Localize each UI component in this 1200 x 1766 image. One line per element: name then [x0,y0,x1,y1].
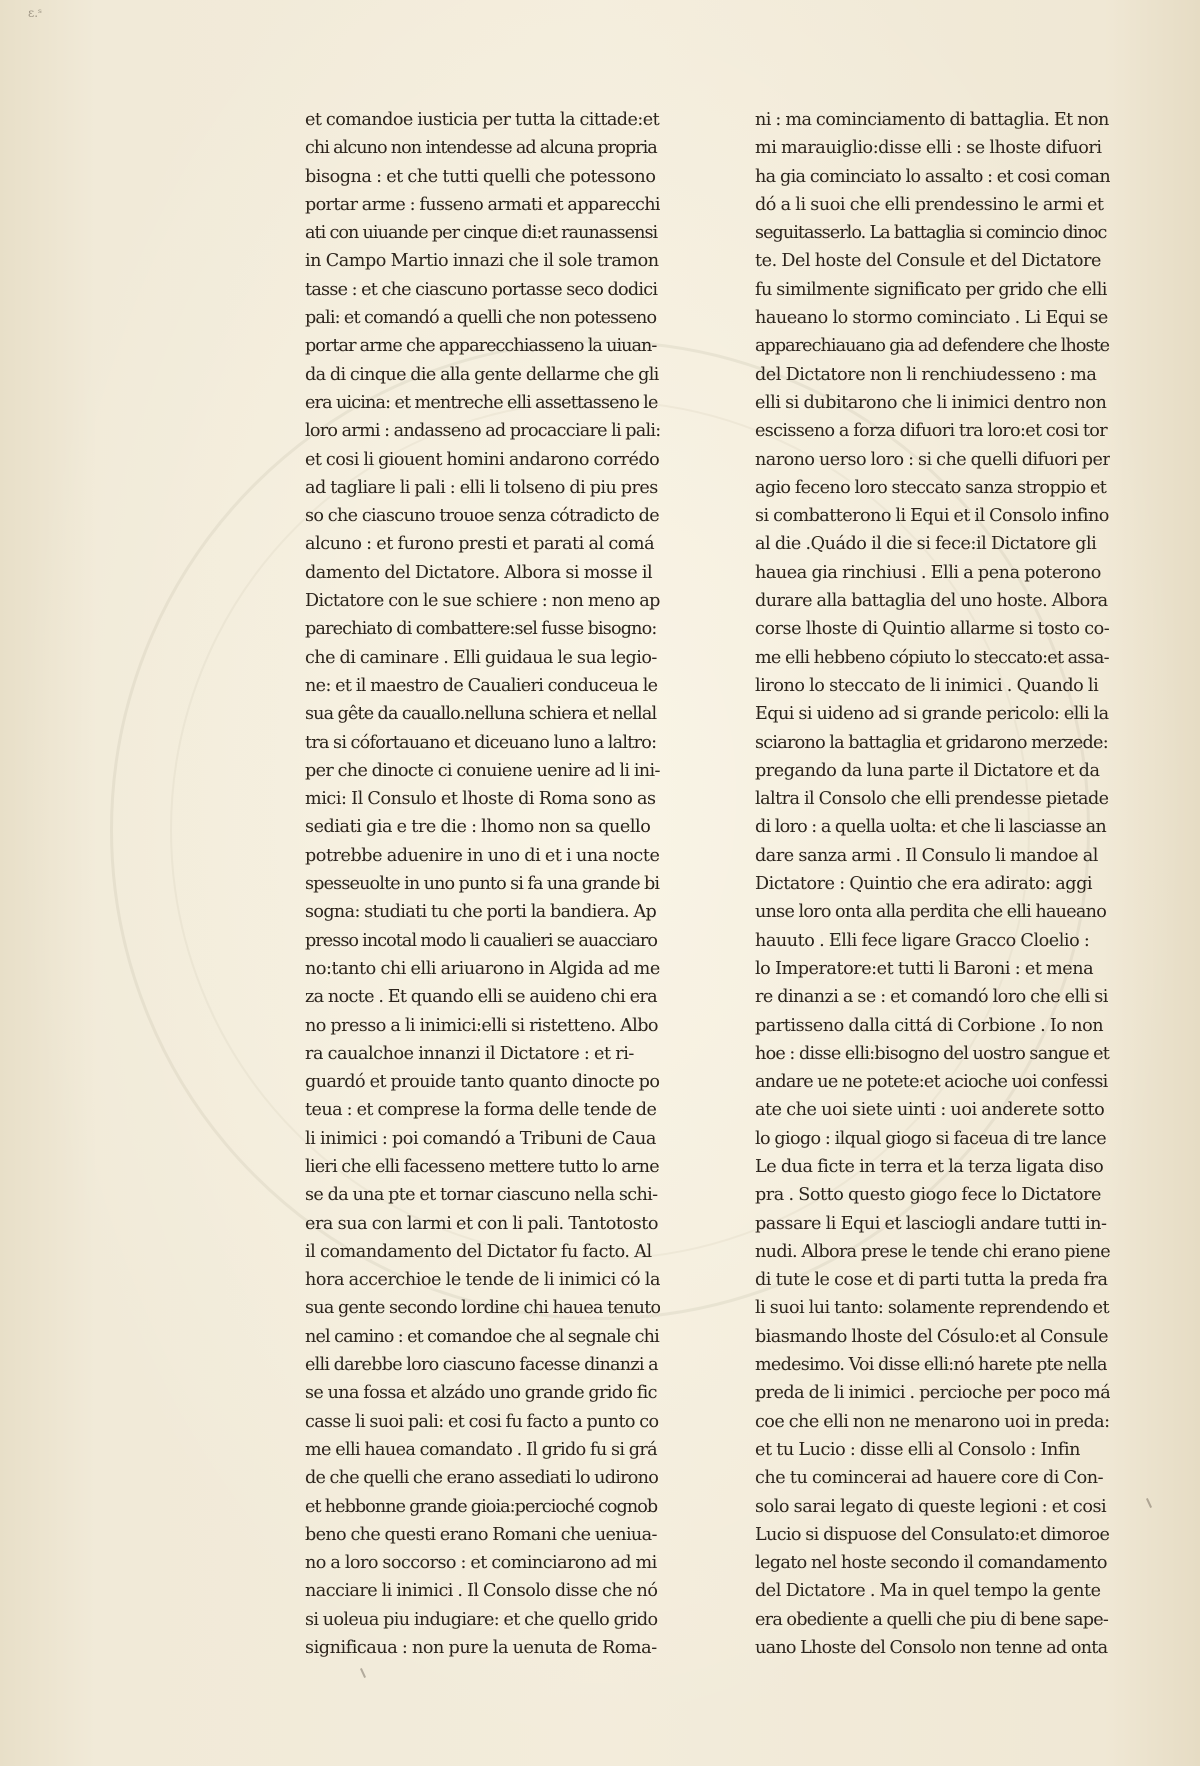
text-line: passare li Equi et lasciogli andare tutti in- [755,1213,1107,1234]
text-line: era sua con larmi et con li pali. Tantotosto [305,1213,659,1234]
text-line: Lucio si dispuose del Consulato:et dimoroe [755,1524,1110,1545]
text-line: uano Lhoste del Consolo non tenne ad onta [755,1638,1108,1659]
text-line: ha gia cominciato lo assalto : et cosi coman [755,166,1110,187]
left-text-column [305,106,660,1662]
text-line: portar arme : fusseno armati et apparecchi [305,194,660,215]
text-line: te. Del hoste del Consule et del Dictatore [755,251,1101,272]
text-line: Equi si uideno ad si grande pericolo: elli la [755,704,1109,725]
text-line: lirono lo steccato de li inimici . Quando li [755,675,1099,696]
text-line: narono uerso loro : si che quelli difuori per [755,449,1110,470]
text-line: da di cinque die alla gente dellarme che gli [305,364,659,385]
text-line: re dinanzi a se : et comandó loro che elli si [755,987,1108,1008]
text-line: za nocte . Et quando elli se auideno chi era [305,987,657,1008]
text-line: medesimo. Voi disse elli:nó harete pte nella [755,1355,1107,1376]
text-line: no presso a li inimici:elli si ristetteno. Albo [305,1015,658,1036]
text-line: guardó et prouide tanto quanto dinocte po [305,1072,660,1093]
text-line: Dictatore : Quintio che era adirato: aggi [755,874,1093,895]
text-line: li suoi lui tanto: solamente reprendendo et [755,1298,1110,1319]
right-text-column [755,106,1110,1662]
text-line: laltra il Consolo che elli prendesse pietade [755,789,1109,810]
text-line: sua gente secondo lordine chi hauea tenuto [305,1298,660,1319]
text-line: et tu Lucio : disse elli al Consolo : Infin [755,1439,1081,1460]
text-line: significaua : non pure la uenuta de Roma- [305,1638,657,1659]
text-line: che di caminare . Elli guidaua le sua legio- [305,647,657,668]
text-line: sciarono la battaglia et gridarono merzede: [755,732,1108,753]
text-line: era obediente a quelli che piu di bene sape- [755,1609,1109,1630]
text-line: ne: et il maestro de Caualieri conduceua le [305,675,658,696]
text-line: escisseno a forza difuori tra loro:et cosi tor [755,421,1107,442]
text-line: et cosi li giouent homini andarono corrédo [305,449,660,470]
text-line: fu similmente significato per grido che elli [755,279,1107,300]
text-line: elli darebbe loro ciascuno facesse dinanzi a [305,1355,658,1376]
text-line: che tu comincerai ad hauere core di Con- [755,1468,1104,1489]
text-line: chi alcuno non intendesse ad alcuna propria [305,138,657,159]
text-line: lo giogo : ilqual giogo si faceua di tre lance [755,1128,1106,1149]
text-line: hoe : disse elli:bisogno del uostro sangue et [755,1043,1110,1064]
text-line: tra si cófortauano et diceuano luno a laltro: [305,732,657,753]
text-line: et hebbonne grande gioia:percioché cognob [305,1496,658,1517]
text-line: legato nel hoste secondo il comandamento [755,1553,1107,1574]
text-line: sogna: studiati tu che porti la bandiera. Ap [305,902,657,923]
paper-speck [360,1668,366,1678]
text-line: durare alla battaglia del uno hoste. Albora [755,591,1108,612]
text-line: spesseuolte in uno punto si fa una grande bi [305,874,660,895]
text-line: so che ciascuno trouoe senza cótradicto de [305,506,660,527]
text-line: casse li suoi pali: et cosi fu facto a punto co [305,1411,659,1432]
text-line: hauuto . Elli fece ligare Gracco Cloelio : [755,930,1090,951]
paper-speck [1146,1498,1152,1508]
text-line: se da una pte et tornar ciascuno nella schi- [305,1185,658,1206]
text-line: pali: et comandó a quelli che non potesseno [305,308,657,329]
text-line: apparechiauano gia ad defendere che lhoste [755,336,1110,357]
text-line: se una fossa et alzádo uno grande grido fic [305,1383,657,1404]
text-line: teua : et comprese la forma delle tende de [305,1100,657,1121]
text-line: bisogna : et che tutti quelli che potessono [305,166,656,187]
text-line: no:tanto chi elli ariuarono in Algida ad me [305,958,660,979]
text-line: damento del Dictatore. Albora si mosse il [305,562,653,583]
text-line: si uoleua piu indugiare: et che quello grido [305,1609,658,1630]
text-line: de che quelli che erano assediati lo udirono [305,1468,659,1489]
text-line: haueano lo stormo cominciato . Li Equi se [755,308,1108,329]
text-line: seguitasserlo. La battaglia si comincio dinoc [755,223,1107,244]
text-line: unse loro onta alla perdita che elli haueano [755,902,1107,923]
text-line: no a loro soccorso : et cominciarono ad mi [305,1553,657,1574]
text-line: al die .Quádo il die si fece:il Dictatore gli [755,534,1097,555]
text-line: corse lhoste di Quintio allarme si tosto co- [755,619,1110,640]
text-line: agio feceno loro steccato sanza stroppio et [755,477,1107,498]
text-line: andare ue ne potete:et acioche uoi confessi [755,1072,1108,1093]
text-line: biasmando lhoste del Cósulo:et al Consule [755,1326,1108,1347]
text-line: alcuno : et furono presti et parati al comá [305,534,655,555]
text-line: lieri che elli facesseno mettere tutto lo arne [305,1156,659,1177]
text-line: sua gête da cauallo.nelluna schiera et nellal [305,704,657,725]
text-line: presso incotal modo li caualieri se auacciaro [305,930,657,951]
text-line: parechiato di combattere:sel fusse bisogno: [305,619,657,640]
text-line: Le dua ficte in terra et la terza ligata diso [755,1156,1104,1177]
text-line: del Dictatore . Ma in quel tempo la gente [755,1581,1101,1602]
text-line: hauea gia rinchiusi . Elli a pena poterono [755,562,1101,583]
text-line: sediati gia e tre die : lhomo non sa quello [305,817,651,838]
text-line: potrebbe aduenire in uno di et i una nocte [305,845,660,866]
text-line: beno che questi erano Romani che ueniua- [305,1524,657,1545]
text-line: di loro : a quella uolta: et che li lasciasse an [755,817,1106,838]
text-line: ate che uoi siete uinti : uoi anderete sotto [755,1100,1105,1121]
text-line: si combatterono li Equi et il Consolo infino [755,506,1109,527]
text-line: pra . Sotto questo giogo fece lo Dictatore [755,1185,1101,1206]
text-line: in Campo Martio innazi che il sole tramon [305,251,659,272]
text-line: solo sarai legato di queste legioni : et cosi [755,1496,1107,1517]
text-line: Dictatore con le sue schiere : non meno ap [305,591,660,612]
text-line: pregando da luna parte il Dictatore et da [755,760,1100,781]
text-line: era uicina: et mentreche elli assettasseno le [305,392,658,413]
text-line: per che dinocte ci conuiene uenire ad li ini- [305,760,660,781]
text-line: ni : ma cominciamento di battaglia. Et non [755,110,1109,130]
text-line: partisseno dalla cittá di Corbione . Io non [755,1015,1104,1036]
text-line: li inimici : poi comandó a Tribuni de Caua [305,1128,656,1149]
text-line: mici: Il Consulo et lhoste di Roma sono as [305,789,656,810]
text-line: me elli hauea comandato . Il grido fu si grá [305,1439,658,1460]
text-line: ra caualchoe innanzi il Dictatore : et ri- [305,1043,634,1064]
text-line: ati con uiuande per cinque di:et raunassensi [305,223,658,244]
text-line: tasse : et che ciascuno portasse seco dodici [305,279,658,300]
text-line: ad tagliare li pali : elli li tolseno di piu pres [305,477,658,498]
text-line: dare sanza armi . Il Consulo li mandoe al [755,845,1098,866]
text-line: il comandamento del Dictator fu facto. Al [305,1241,652,1262]
text-line: nudi. Albora prese le tende chi erano piene [755,1241,1110,1262]
text-line: loro armi : andasseno ad procacciare li pali: [305,421,660,442]
text-line: lo Imperatore:et tutti li Baroni : et mena [755,958,1094,979]
text-line: portar arme che apparecchiasseno la uiuan- [305,336,657,357]
text-line: dó a li suoi che elli prendessino le armi et [755,194,1104,215]
text-line: me elli hebbeno cópiuto lo steccato:et assa- [755,647,1109,668]
text-line: coe che elli non ne menarono uoi in preda: [755,1411,1110,1432]
text-line: del Dictatore non li renchiudesseno : ma [755,364,1097,385]
text-line: hora accerchioe le tende de li inimici có la [305,1270,660,1291]
text-line: mi marauiglio:disse elli : se lhoste difuori [755,138,1102,159]
text-line: nel camino : et comandoe che al segnale chi [305,1326,659,1347]
text-line: di tute le cose et di parti tutta la preda fra [755,1270,1108,1291]
text-line: et comandoe iusticia per tutta la cittade:et [305,110,660,130]
text-line: elli si dubitarono che li inimici dentro non [755,392,1107,413]
corner-mark: ɛ.ˢ [28,6,43,20]
text-line: preda de li inimici . percioche per poco má [755,1383,1110,1404]
text-line: nacciare li inimici . Il Consolo disse che nó [305,1581,658,1602]
